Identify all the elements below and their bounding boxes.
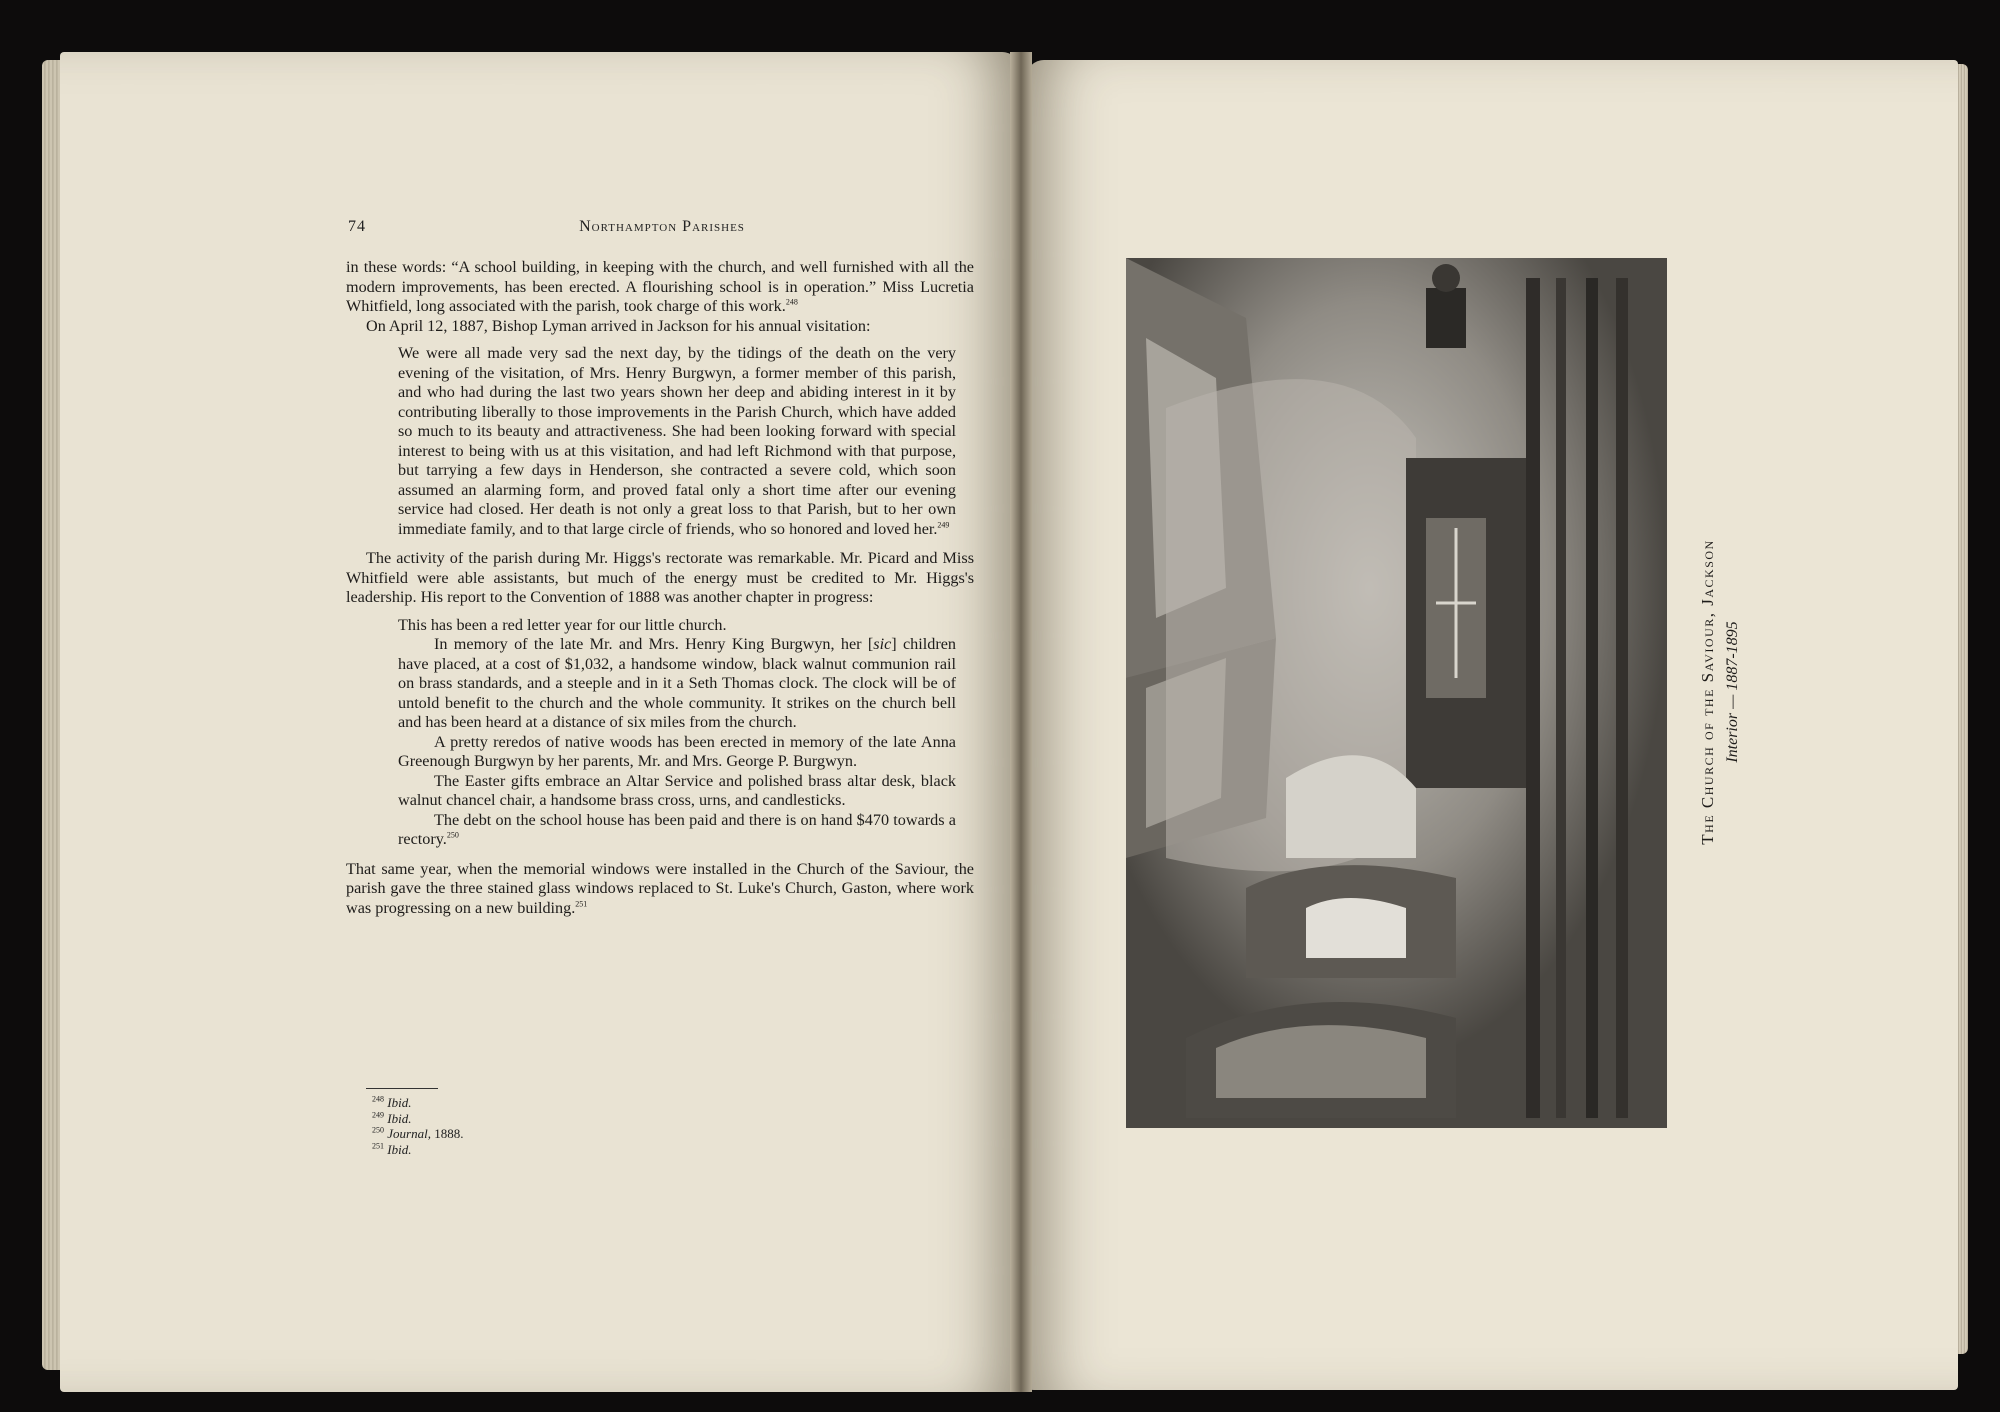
block-quote-1: We were all made very sad the next day, by the tidings of the death on the very evening of the visitation, of Mrs. Henry Burgwyn, a former member of this parish, and who had during the last two years shown her deep and abiding interest in it by contributing liberally to those improvements in the Parish Church, which have added so much to its beauty and attractiveness. She had been looking forward with special interest to being with us at this visitation, and had left Richmond with that purpose, but tarrying a few days in Henderson, she contracted a severe cold, which soon assumed an alarming form, and proved fatal only a short time after our evening service had closed. Her death is not only a great loss to that Parish, but to her own immediate family, and to that large circle of friends, who so honored and loved her.$^{249}$ (398, 344, 956, 538)
footnote-ref: 250 (446, 830, 459, 840)
body-text (346, 258, 974, 918)
running-head (348, 218, 976, 240)
footnote: $^{250}$ Journal, 1888. (372, 1125, 464, 1141)
church-interior-photo (1126, 258, 1667, 1128)
photo-caption (1698, 512, 1768, 872)
caption-title: The Church of the Saviour, Jackson (1698, 539, 1717, 845)
footnotes (346, 1088, 646, 1157)
footnote-ref: 251 (575, 899, 588, 909)
paragraph-3: The activity of the parish during Mr. Higgs's rectorate was remarkable. Mr. Picard and Miss Whitfield were able assistants, but much of the energy must be credited to Mr. Higgs's leadership. His report to the Convention of 1888 was another chapter in progress: (346, 549, 974, 606)
book-gutter (1010, 52, 1032, 1392)
footnote-ref: 248 (785, 297, 798, 307)
footnote-rule (366, 1088, 438, 1089)
caption-subtitle: Interior — 1887-1895 (1724, 621, 1741, 763)
footnote: $^{248}$ Ibid. (372, 1094, 412, 1110)
photo-illustration (1126, 258, 1667, 1128)
footnote-ref: 249 (937, 520, 950, 530)
page-number: 74 (348, 218, 366, 235)
paragraph-1: in these words: “A school building, in keeping with the church, and well furnished with all the modern improvements, has been erected. A flourishing school is in operation.” Miss Lucretia Whitfield, long associated with the parish, took charge of this work.$^{248}$ (346, 258, 974, 315)
paragraph-2: On April 12, 1887, Bishop Lyman arrived in Jackson for his annual visitation: (366, 316, 871, 335)
footnote: $^{249}$ Ibid. (372, 1110, 412, 1126)
running-head-title: Northampton Parishes (579, 218, 745, 235)
block-quote-2: This has been a red letter year for our little church. In memory of the late Mr. and Mrs. Henry King Burgwyn, her [sic] children have placed, at a cost of $1,032, a handsome window, black walnut communion rail on brass standards, and a steeple and in it a Seth Thomas clock. The clock will be of untold benefit to the church and the whole community. It strikes on the church bell and has been heard at a distance of six miles from the church. A pretty reredos of native woods has been erected in memory of the late Anna Greenough Burgwyn by her parents, Mr. and Mrs. George P. Burgwyn. The Easter gifts embrace an Altar Service and polished brass altar desk, black walnut chancel chair, a handsome brass cross, urns, and candlesticks. The debt on the school house has been paid and there is on hand $470 towards a rectory.$^{250}$ (398, 615, 956, 848)
paragraph-4: That same year, when the memorial windows were installed in the Church of the Saviour, the parish gave the three stained glass windows replaced to St. Luke's Church, Gaston, where work was progressing on a new building.$^{251}$ (346, 859, 974, 917)
footnote: $^{251}$ Ibid. (372, 1141, 412, 1157)
